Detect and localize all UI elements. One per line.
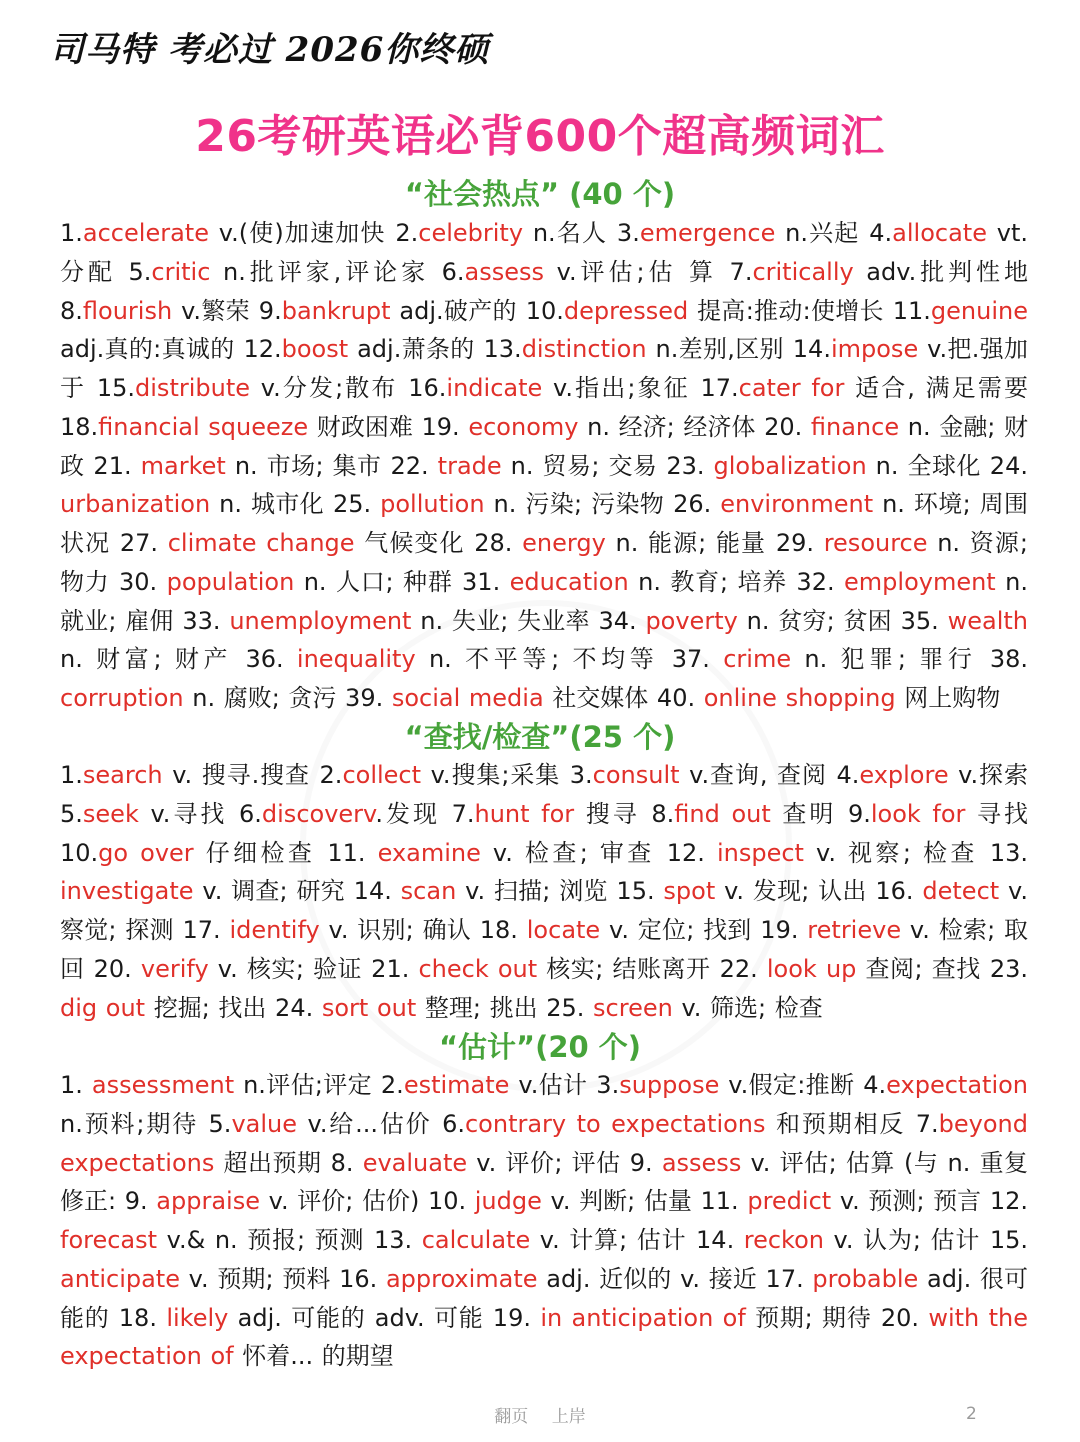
vocab-word: anticipate xyxy=(60,1264,180,1293)
vocab-word: discoverv xyxy=(261,799,376,828)
vocab-definition: v. 计算; 估计 14. xyxy=(530,1226,744,1254)
page-number: 2 xyxy=(966,1404,977,1424)
vocab-word: reckon xyxy=(743,1226,824,1254)
vocab-definition: v.查询, 查阅 4. xyxy=(679,761,860,789)
vocab-definition: 财政困难 19. xyxy=(308,412,469,441)
vocab-word: seek xyxy=(82,799,139,828)
vocab-definition: v.指出;象征 17. xyxy=(542,374,739,402)
vocab-definition: adj. 很可能的 18. xyxy=(60,1264,1028,1332)
vocab-word: energy xyxy=(522,529,606,557)
vocab-definition: v. 检查; 审查 12. xyxy=(480,838,717,867)
vocab-word: go over xyxy=(98,838,194,867)
vocab-word: investigate xyxy=(60,877,194,906)
vocab-word: education xyxy=(509,567,629,596)
vocab-definition: adj.破产的 10. xyxy=(390,296,564,325)
vocab-word: approximate xyxy=(385,1264,538,1293)
vocab-definition: n. 资源; 物力 30. xyxy=(60,529,1028,596)
vocab-word: probable xyxy=(812,1264,919,1293)
vocab-word: examine xyxy=(377,838,481,867)
vocab-word: screen xyxy=(593,993,673,1022)
vocab-word: allocate xyxy=(892,219,987,247)
vocab-definition: v.把.强加于 15. xyxy=(60,335,1028,402)
vocab-word: cater for xyxy=(738,374,845,402)
vocab-definition: v.寻找 6. xyxy=(138,799,262,828)
vocab-word: suppose xyxy=(619,1071,720,1099)
vocab-word: explore xyxy=(859,761,949,789)
vocab-word: inspect xyxy=(716,838,804,867)
vocab-word: appraise xyxy=(156,1187,260,1216)
vocab-definition: 提高:推动:使增长 11. xyxy=(688,296,931,325)
vocab-definition: v. 评估; 估算 (与 n. 重复修正: 9. xyxy=(60,1148,1028,1216)
vocab-definition: v. 定位; 找到 19. xyxy=(600,916,808,944)
vocab-word: finance xyxy=(810,412,900,441)
vocab-definition: v. 核实; 验证 21. xyxy=(208,954,419,983)
vocab-word: poverty xyxy=(645,606,738,635)
section-title-social: “社会热点” (40 个) xyxy=(404,177,676,211)
vocab-definition: v.假定:推断 4. xyxy=(719,1071,887,1099)
vocab-definition: 搜寻 8. xyxy=(574,799,675,828)
vocab-word: in anticipation of xyxy=(540,1303,746,1332)
vocab-definition: v. 搜寻.搜查 2. xyxy=(162,761,343,789)
vocab-definition: 和预期相反 7. xyxy=(765,1109,939,1138)
vocab-definition: n.预料;期待 5. xyxy=(60,1109,232,1138)
vocab-word: judge xyxy=(474,1187,542,1216)
vocab-definition: n. 贸易; 交易 23. xyxy=(501,451,714,480)
vocab-word: verify xyxy=(140,954,209,983)
vocab-word: trade xyxy=(437,451,502,480)
vocab-definition: v.& n. 预报; 预测 13. xyxy=(157,1226,422,1254)
vocab-definition: n.批评家,评论家 6. xyxy=(210,257,465,286)
vocab-word: look up xyxy=(766,954,857,983)
vocab-word: economy xyxy=(468,412,579,441)
vocab-word: critic xyxy=(151,257,211,286)
vocab-definition: v. 调查; 研究 14. xyxy=(193,877,401,906)
vocab-definition: v. 评价; 估价) 10. xyxy=(259,1187,475,1216)
vocab-word: estimate xyxy=(403,1071,510,1099)
vocab-word: assess xyxy=(464,257,545,286)
vocab-definition: 查阅; 查找 23. xyxy=(856,954,1029,983)
vocab-definition: v. 发现; 认出 16. xyxy=(715,877,923,906)
vocab-definition: 核实; 结账离开 22. xyxy=(537,954,767,983)
vocab-definition: v. 识别; 确认 18. xyxy=(319,916,527,944)
vocab-definition: v.分发;散布 16. xyxy=(250,374,447,402)
vocab-definition: v. 认为; 估计 15. xyxy=(824,1226,1028,1254)
vocab-definition: n. 市场; 集市 22. xyxy=(225,451,438,480)
vocab-definition: n. 经济; 经济体 20. xyxy=(578,412,811,441)
vocab-word: value xyxy=(231,1109,297,1138)
vocab-word: look for xyxy=(870,799,966,828)
vocab-definition: n. 腐败; 贪污 39. xyxy=(183,684,392,712)
vocab-definition: v.估计 3. xyxy=(509,1071,620,1099)
vocab-definition: v.(使)加速加快 2. xyxy=(208,219,419,247)
vocab-word: financial squeeze xyxy=(98,412,309,441)
vocab-definition: n. 贫穷; 贫困 35. xyxy=(737,606,948,635)
vocab-word: calculate xyxy=(421,1226,531,1254)
vocab-word: critically xyxy=(752,257,854,286)
vocab-definition: v. 预期; 预料 16. xyxy=(179,1264,386,1293)
vocab-definition: 气候变化 28. xyxy=(354,529,523,557)
vocab-word: dig out xyxy=(60,993,146,1022)
vocab-word: spot xyxy=(663,877,716,906)
header-brand: 司马特 考必过 2026你终硕 xyxy=(50,30,490,70)
vocab-word: market xyxy=(140,451,226,480)
vocab-definition: n. 就业; 雇佣 33. xyxy=(60,567,1028,635)
vocab-definition: v.繁荣 9. xyxy=(172,296,282,325)
vocab-word: consult xyxy=(592,761,680,789)
vocab-word: check out xyxy=(418,954,538,983)
vocab-word: search xyxy=(82,761,163,789)
vocab-word: indicate xyxy=(446,374,543,402)
vocab-word: beyond expectations xyxy=(60,1109,1029,1177)
vocab-definition: adj.萧条的 13. xyxy=(348,335,522,364)
vocab-paragraph-search xyxy=(60,756,1028,1027)
footer-nav[interactable]: 翻页 上岸 xyxy=(494,1407,586,1427)
vocab-definition: n.差别,区别 14. xyxy=(646,335,831,364)
vocab-definition: v.搜集;采集 3. xyxy=(421,761,593,789)
vocab-definition: 1. xyxy=(60,761,83,789)
vocab-definition: n. 犯罪; 罪行 38. xyxy=(791,645,1029,674)
vocab-word: scan xyxy=(400,877,457,906)
section-title-estimate: “估计”(20 个) xyxy=(438,1030,642,1064)
vocab-definition: n. 环境; 周围状况 27. xyxy=(60,490,1028,557)
vocab-word: contrary to expectations xyxy=(464,1109,766,1138)
vocab-definition: adj. 近似的 v. 接近 17. xyxy=(537,1264,813,1293)
vocab-definition: n. 城市化 25. xyxy=(210,490,381,519)
vocab-word: identify xyxy=(229,916,320,944)
vocab-word: predict xyxy=(747,1187,832,1216)
vocab-definition: n.名人 3. xyxy=(523,219,640,247)
vocab-definition: 怀着... 的期望 xyxy=(233,1342,394,1371)
vocab-definition: v.探索 5. xyxy=(60,761,1028,828)
vocab-definition: v. 预测; 预言 12. xyxy=(831,1187,1028,1216)
vocab-paragraph-social xyxy=(60,214,1028,718)
vocab-definition: v. 扫描; 浏览 15. xyxy=(456,877,664,906)
vocab-definition: vt.分配 5. xyxy=(60,219,1028,286)
vocab-word: pollution xyxy=(380,490,485,519)
vocab-definition: n.评估;评定 2. xyxy=(234,1071,404,1099)
page-title: 26考研英语必背600个超高频词汇 xyxy=(195,111,885,162)
vocab-definition: v. 察觉; 探测 17. xyxy=(60,877,1028,944)
vocab-word: detect xyxy=(922,877,1000,906)
vocab-definition: adj. 可能的 adv. 可能 19. xyxy=(228,1303,541,1332)
vocab-word: depressed xyxy=(563,296,689,325)
vocab-definition: adv.批判性地 8. xyxy=(60,257,1028,325)
vocab-word: online shopping xyxy=(703,684,896,712)
vocab-definition: n. 失业; 失业率 34. xyxy=(411,606,646,635)
vocab-definition: 适合, 满足需要 18. xyxy=(60,374,1029,441)
vocab-word: flourish xyxy=(82,296,173,325)
vocab-definition: n. 金融; 财政 21. xyxy=(60,412,1029,480)
vocab-definition: 1. xyxy=(60,219,83,247)
vocab-definition: v. 检索; 取回 20. xyxy=(60,916,1028,983)
vocab-definition: v. 视察; 检查 13. xyxy=(803,838,1028,867)
vocab-word: genuine xyxy=(930,296,1028,325)
vocab-definition: 社交媒体 40. xyxy=(543,684,704,712)
vocab-definition: 查明 9. xyxy=(770,799,871,828)
vocab-word: crime xyxy=(723,645,792,674)
vocab-definition: adj.真的:真诚的 12. xyxy=(60,335,282,364)
vocab-definition: n. 教育; 培养 32. xyxy=(628,567,845,596)
vocab-definition: 预期; 期待 20. xyxy=(745,1303,929,1332)
vocab-definition: n. 能源; 能量 29. xyxy=(605,529,824,557)
vocab-word: hunt for xyxy=(474,799,575,828)
vocab-definition: 寻找 10. xyxy=(60,799,1029,867)
vocab-word: retrieve xyxy=(807,916,902,944)
vocab-definition: 网上购物 xyxy=(895,684,1001,712)
vocab-word: find out xyxy=(674,799,771,828)
section-title-search: “查找/检查”(25 个) xyxy=(404,720,676,754)
vocab-word: unemployment xyxy=(229,606,412,635)
vocab-word: forecast xyxy=(60,1226,158,1254)
vocab-definition: n. 财富; 财产 36. xyxy=(60,645,297,674)
vocab-word: urbanization xyxy=(60,490,211,519)
vocab-word: boost xyxy=(281,335,349,364)
vocab-definition: v.给...估价 6. xyxy=(297,1109,465,1138)
vocab-word: with the expectation of xyxy=(60,1303,1028,1371)
vocab-definition: n. 不平等; 不均等 37. xyxy=(415,645,724,674)
vocab-word: globalization xyxy=(713,451,867,480)
vocab-word: impose xyxy=(830,335,919,364)
vocab-word: social media xyxy=(391,684,544,712)
vocab-paragraph-estimate xyxy=(60,1066,1028,1376)
vocab-word: locate xyxy=(526,916,601,944)
vocab-word: corruption xyxy=(60,684,184,712)
vocab-word: emergence xyxy=(639,219,776,247)
vocab-definition: v. 评价; 评估 9. xyxy=(467,1148,662,1177)
vocab-word: distinction xyxy=(521,335,647,364)
vocab-word: employment xyxy=(844,567,996,596)
vocab-word: sort out xyxy=(321,993,417,1022)
vocab-definition: 挖掘; 找出 24. xyxy=(145,993,322,1022)
vocab-word: bankrupt xyxy=(281,296,391,325)
vocab-word: population xyxy=(166,567,295,596)
vocab-definition: 1. xyxy=(60,1071,92,1099)
vocab-definition: n. 人口; 种群 31. xyxy=(294,567,510,596)
vocab-definition: n. 污染; 污染物 26. xyxy=(484,490,721,519)
vocab-definition: v. 筛选; 检查 xyxy=(672,993,823,1022)
vocab-definition: 整理; 挑出 25. xyxy=(416,993,594,1022)
vocab-word: collect xyxy=(342,761,422,789)
vocab-definition: v. 判断; 估量 11. xyxy=(541,1187,748,1216)
vocab-word: distribute xyxy=(135,374,251,402)
vocab-word: wealth xyxy=(947,606,1028,635)
vocab-word: accelerate xyxy=(82,219,209,247)
vocab-word: expectation xyxy=(886,1071,1029,1099)
vocab-word: celebrity xyxy=(418,219,524,247)
vocab-definition: n. 全球化 24. xyxy=(866,451,1028,480)
vocab-definition: .发现 7. xyxy=(375,799,475,828)
vocab-word: likely xyxy=(166,1303,229,1332)
vocab-word: evaluate xyxy=(362,1148,468,1177)
vocab-definition: 超出预期 8. xyxy=(214,1148,363,1177)
vocab-word: resource xyxy=(823,529,928,557)
vocab-definition: v.评估;估 算 7. xyxy=(544,257,753,286)
vocab-word: climate change xyxy=(167,529,355,557)
vocab-word: assess xyxy=(661,1148,742,1177)
vocab-word: inequality xyxy=(296,645,416,674)
vocab-word: environment xyxy=(720,490,874,519)
vocab-definition: 仔细检查 11. xyxy=(193,838,378,867)
vocab-word: assessment xyxy=(91,1071,235,1099)
vocab-definition: n.兴起 4. xyxy=(775,219,893,247)
